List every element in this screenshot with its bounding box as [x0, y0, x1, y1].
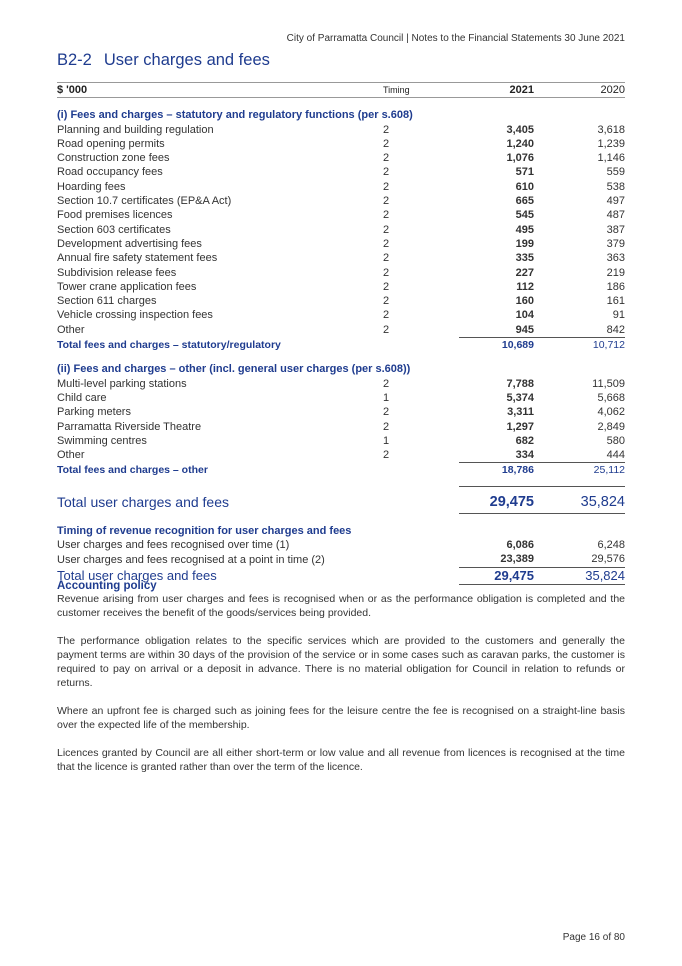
row-timing: 2	[383, 180, 390, 193]
row-timing: 2	[383, 123, 390, 136]
table-row	[57, 194, 625, 208]
row-value-2020: 538	[606, 180, 625, 193]
year-2020-header: 2020	[534, 83, 625, 98]
row-timing: 2	[383, 209, 390, 222]
row-value-2021: 7,788	[506, 377, 534, 390]
row-value-2020: 559	[606, 166, 625, 179]
row-timing: 2	[383, 280, 390, 293]
row-label: Multi-level parking stations	[57, 377, 187, 390]
row-timing: 2	[383, 137, 390, 150]
row-value-2021: 227	[515, 266, 534, 279]
total-value-2020: 10,712	[534, 338, 625, 353]
section-heading-row	[57, 513, 625, 538]
row-timing: 2	[383, 406, 390, 419]
row-label: Food premises licences	[57, 209, 173, 222]
table-row	[57, 237, 625, 251]
row-value-2020: 1,239	[597, 137, 625, 150]
row-timing: 2	[383, 237, 390, 250]
row-label: Road occupancy fees	[57, 166, 163, 179]
row-label: Parking meters	[57, 406, 131, 419]
row-label: Construction zone fees	[57, 152, 170, 165]
row-value-2021: 5,374	[506, 391, 534, 404]
table-row	[57, 391, 625, 405]
row-value-2021: 6,086	[506, 539, 534, 552]
row-timing: 2	[383, 252, 390, 265]
row-label: Hoarding fees	[57, 180, 126, 193]
table-row	[57, 208, 625, 222]
total-value-2021: 18,786	[459, 463, 534, 478]
total-timing-blank	[383, 463, 459, 478]
row-timing: 2	[383, 324, 390, 336]
table-row	[57, 308, 625, 322]
row-label: Planning and building regulation	[57, 123, 214, 136]
row-value-2021: 3,405	[506, 123, 534, 136]
row-value-2020: 497	[606, 195, 625, 208]
row-value-2020: 3,618	[597, 123, 625, 136]
section-heading: (i) Fees and charges – statutory and regulatory functions (per s.608)	[57, 109, 413, 122]
section-heading-row	[57, 98, 625, 123]
row-value-2021: 945	[515, 323, 534, 336]
row-value-2020: 91	[612, 309, 625, 322]
unit-header: $ '000	[57, 83, 383, 98]
row-value-2021: 682	[515, 434, 534, 447]
row-label: Development advertising fees	[57, 237, 202, 250]
row-label: Swimming centres	[57, 434, 147, 447]
row-value-2020: 842	[606, 323, 625, 336]
page-number: Page 16 of 80	[562, 932, 625, 943]
row-value-2020: 387	[606, 223, 625, 236]
table-row	[57, 552, 625, 567]
row-timing: 2	[383, 152, 390, 165]
row-value-2021: 571	[515, 166, 534, 179]
row-label: Other	[57, 449, 85, 462]
section-total-row	[57, 338, 625, 353]
row-value-2020: 2,849	[597, 420, 625, 433]
table-row	[57, 323, 625, 338]
table-row	[57, 151, 625, 165]
table-row	[57, 405, 625, 419]
table-row	[57, 448, 625, 463]
row-value-2020: 363	[606, 252, 625, 265]
section-heading: Timing of revenue recognition for user charges and fees	[57, 524, 352, 537]
row-value-2020: 5,668	[597, 391, 625, 404]
total-value-2020: 35,824	[534, 486, 625, 513]
row-value-2021: 334	[515, 449, 534, 462]
table-row	[57, 180, 625, 194]
row-label: Subdivision release fees	[57, 266, 177, 279]
row-timing: 1	[383, 434, 390, 447]
table-row	[57, 538, 625, 552]
row-value-2021: 545	[515, 209, 534, 222]
row-value-2020: 379	[606, 237, 625, 250]
note-title: User charges and fees	[103, 51, 270, 69]
row-label: Section 10.7 certificates (EP&A Act)	[57, 195, 232, 208]
row-label: Section 603 certificates	[57, 223, 171, 236]
row-timing	[383, 552, 459, 567]
total-timing-blank	[383, 486, 459, 513]
row-value-2021: 1,297	[506, 420, 534, 433]
row-value-2021: 495	[515, 223, 534, 236]
total-value-2021: 29,475	[459, 567, 534, 584]
row-value-2020: 161	[606, 295, 625, 308]
row-value-2021: 1,240	[506, 137, 534, 150]
year-2021-header: 2021	[459, 83, 534, 98]
row-timing	[383, 538, 459, 552]
row-value-2020: 580	[606, 434, 625, 447]
table-row	[57, 223, 625, 237]
total-timing-blank	[383, 338, 459, 353]
row-value-2021: 104	[515, 309, 534, 322]
row-label: Tower crane application fees	[57, 280, 197, 293]
total-label: Total fees and charges – other	[57, 464, 208, 477]
row-label: Section 611 charges	[57, 295, 157, 308]
row-value-2020: 4,062	[597, 406, 625, 419]
row-label: Other	[57, 324, 85, 336]
spacer	[57, 478, 625, 487]
total-label: Total fees and charges – statutory/regulatory	[57, 338, 281, 351]
row-timing: 1	[383, 391, 390, 404]
row-label: Parramatta Riverside Theatre	[57, 420, 202, 433]
user-charges-table	[57, 82, 625, 585]
accounting-policy	[57, 580, 625, 788]
table-row	[57, 280, 625, 294]
table-row	[57, 420, 625, 434]
table-row	[57, 377, 625, 391]
table-row	[57, 266, 625, 280]
total-value-2021: 10,689	[459, 338, 534, 353]
row-label: Vehicle crossing inspection fees	[57, 309, 213, 322]
total-label: Total user charges and fees	[57, 493, 229, 510]
row-timing: 2	[383, 295, 390, 308]
policy-paragraph: Where an upfront fee is charged such as joining fees for the leisure centre the fee is recognised on a straight-line basis over the expected life of the membership.	[57, 705, 625, 731]
row-label: Child care	[57, 391, 107, 404]
timing-header: Timing	[383, 83, 459, 98]
row-timing: 2	[383, 309, 390, 322]
row-value-2021: 3,311	[507, 406, 534, 419]
row-value-2020: 219	[606, 266, 625, 279]
row-timing: 2	[383, 223, 390, 236]
table-row	[57, 434, 625, 448]
grand-total-row	[57, 486, 625, 513]
table-row	[57, 123, 625, 137]
section-heading-row	[57, 352, 625, 376]
row-value-2020: 29,576	[591, 553, 625, 566]
row-value-2021: 199	[515, 237, 534, 250]
table-row	[57, 165, 625, 179]
row-value-2021: 665	[515, 195, 534, 208]
table-row	[57, 137, 625, 151]
policy-paragraph: Licences granted by Council are all either short-term or low value and all revenue from licences is recognised at the time that the licence is granted rather than over the term of the licence.	[57, 747, 625, 773]
policy-paragraph: The performance obligation relates to the specific services which are provided to the customers and generally the payment terms are within 30 days of the provision of the service or in some cases such as caravan parks, the customer is required to pay on arrival or a deposit in advance. There is no material obligation for Council in relation to refunds or returns.	[57, 635, 625, 689]
row-value-2020: 487	[606, 209, 625, 222]
row-timing: 2	[383, 195, 390, 208]
note-code: B2-2	[57, 51, 92, 69]
row-value-2021: 335	[515, 252, 534, 265]
row-value-2020: 1,146	[597, 152, 625, 165]
total-value-2021: 29,475	[459, 486, 534, 513]
total-value-2020: 35,824	[534, 567, 625, 584]
row-value-2021: 610	[515, 180, 534, 193]
row-value-2020: 11,509	[592, 377, 625, 390]
row-timing: 2	[383, 377, 390, 390]
row-value-2021: 160	[515, 295, 534, 308]
row-value-2020: 186	[606, 280, 625, 293]
running-header: City of Parramatta Council | Notes to the Financial Statements 30 June 2021	[286, 33, 625, 44]
row-timing: 2	[383, 449, 390, 462]
section-total-row	[57, 463, 625, 478]
row-value-2021: 23,389	[500, 553, 534, 566]
row-value-2020: 6,248	[597, 539, 625, 552]
policy-heading: Accounting policy	[57, 580, 157, 592]
total-value-2020: 25,112	[534, 463, 625, 478]
row-value-2021: 112	[516, 280, 534, 293]
row-label: User charges and fees recognised over time (1)	[57, 539, 290, 552]
policy-paragraph: Revenue arising from user charges and fees is recognised when or as the performance obligation is completed and the customer receives the benefit of the goods/services being provided.	[57, 593, 625, 619]
row-value-2021: 1,076	[506, 152, 534, 165]
page-title	[57, 51, 270, 70]
row-label: Road opening permits	[57, 137, 165, 150]
total-label: Total user charges and fees	[57, 567, 217, 583]
row-timing: 2	[383, 420, 390, 433]
section-heading: (ii) Fees and charges – other (incl. general user charges (per s.608))	[57, 363, 411, 376]
row-label: User charges and fees recognised at a point in time (2)	[57, 553, 325, 566]
table-row	[57, 294, 625, 308]
table-header-row	[57, 83, 625, 98]
row-timing: 2	[383, 166, 390, 179]
table-row	[57, 251, 625, 265]
row-value-2020: 444	[606, 449, 625, 462]
row-label: Annual fire safety statement fees	[57, 252, 218, 265]
row-timing: 2	[383, 266, 390, 279]
spacer-row	[57, 478, 625, 487]
